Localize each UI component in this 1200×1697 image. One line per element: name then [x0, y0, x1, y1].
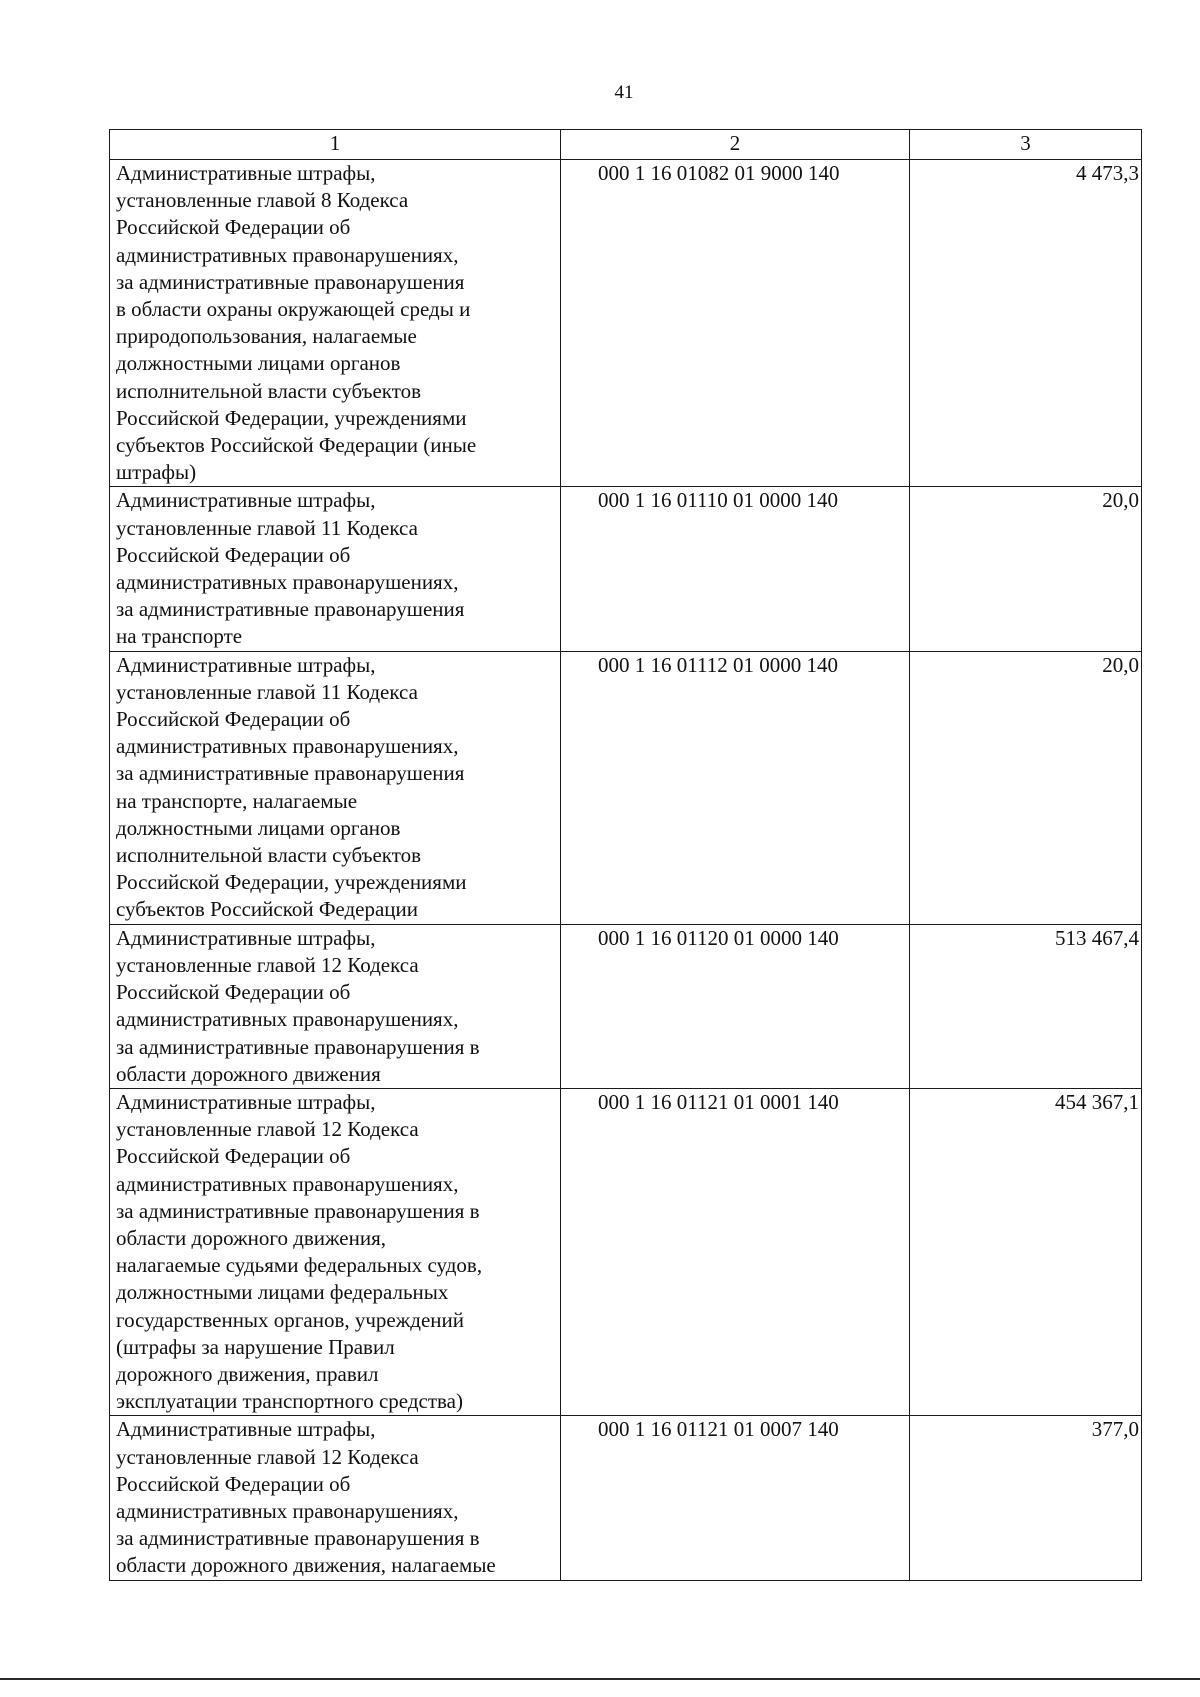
row-description: Административные штрафы, установленные главой 11 Кодекса Российской Федерации об административных правонарушениях, за административные правонарушения на транспорте	[110, 487, 561, 651]
row-budget-code: 000 1 16 01110 01 0000 140	[561, 487, 910, 651]
row-description: Административные штрафы, установленные главой 12 Кодекса Российской Федерации об административных правонарушениях, за административные правонарушения в области дорожного движения, налагаемые судьями федеральных судов, должностными лицами федеральных государственных органов, учреждений (штрафы за нарушение Правил дорожного движения, правил эксплуатации транспортного средства)	[110, 1088, 561, 1415]
row-amount: 513 467,4	[910, 924, 1142, 1088]
revenue-table	[109, 129, 1142, 1581]
row-amount: 20,0	[910, 487, 1142, 651]
table-header-row	[110, 130, 1142, 160]
page-number: 41	[614, 82, 634, 103]
row-amount: 454 367,1	[910, 1088, 1142, 1415]
table-row	[110, 1088, 1142, 1415]
column-number-2: 2	[561, 130, 910, 160]
page-bottom-rule	[0, 1678, 1200, 1680]
row-budget-code: 000 1 16 01120 01 0000 140	[561, 924, 910, 1088]
column-number-1: 1	[110, 130, 561, 160]
row-description: Административные штрафы, установленные главой 12 Кодекса Российской Федерации об административных правонарушениях, за административные правонарушения в области дорожного движения	[110, 924, 561, 1088]
table-row	[110, 1416, 1142, 1580]
table-row	[110, 487, 1142, 651]
row-budget-code: 000 1 16 01082 01 9000 140	[561, 160, 910, 487]
table-row	[110, 160, 1142, 487]
row-amount: 377,0	[910, 1416, 1142, 1580]
row-amount: 20,0	[910, 651, 1142, 924]
row-budget-code: 000 1 16 01112 01 0000 140	[561, 651, 910, 924]
row-amount: 4 473,3	[910, 160, 1142, 487]
row-description: Административные штрафы, установленные главой 12 Кодекса Российской Федерации об административных правонарушениях, за административные правонарушения в области дорожного движения, налагаемые	[110, 1416, 561, 1580]
table-row	[110, 651, 1142, 924]
row-budget-code: 000 1 16 01121 01 0001 140	[561, 1088, 910, 1415]
column-number-3: 3	[910, 130, 1142, 160]
revenue-table-container	[109, 129, 1141, 1581]
table-row	[110, 924, 1142, 1088]
row-description: Административные штрафы, установленные главой 8 Кодекса Российской Федерации об административных правонарушениях, за административные правонарушения в области охраны окружающей среды и природопользования, налагаемые должностными лицами органов исполнительной власти субъектов Российской Федерации, учреждениями субъектов Российской Федерации (иные штрафы)	[110, 160, 561, 487]
row-description: Административные штрафы, установленные главой 11 Кодекса Российской Федерации об административных правонарушениях, за административные правонарушения на транспорте, налагаемые должностными лицами органов исполнительной власти субъектов Российской Федерации, учреждениями субъектов Российской Федерации	[110, 651, 561, 924]
row-budget-code: 000 1 16 01121 01 0007 140	[561, 1416, 910, 1580]
